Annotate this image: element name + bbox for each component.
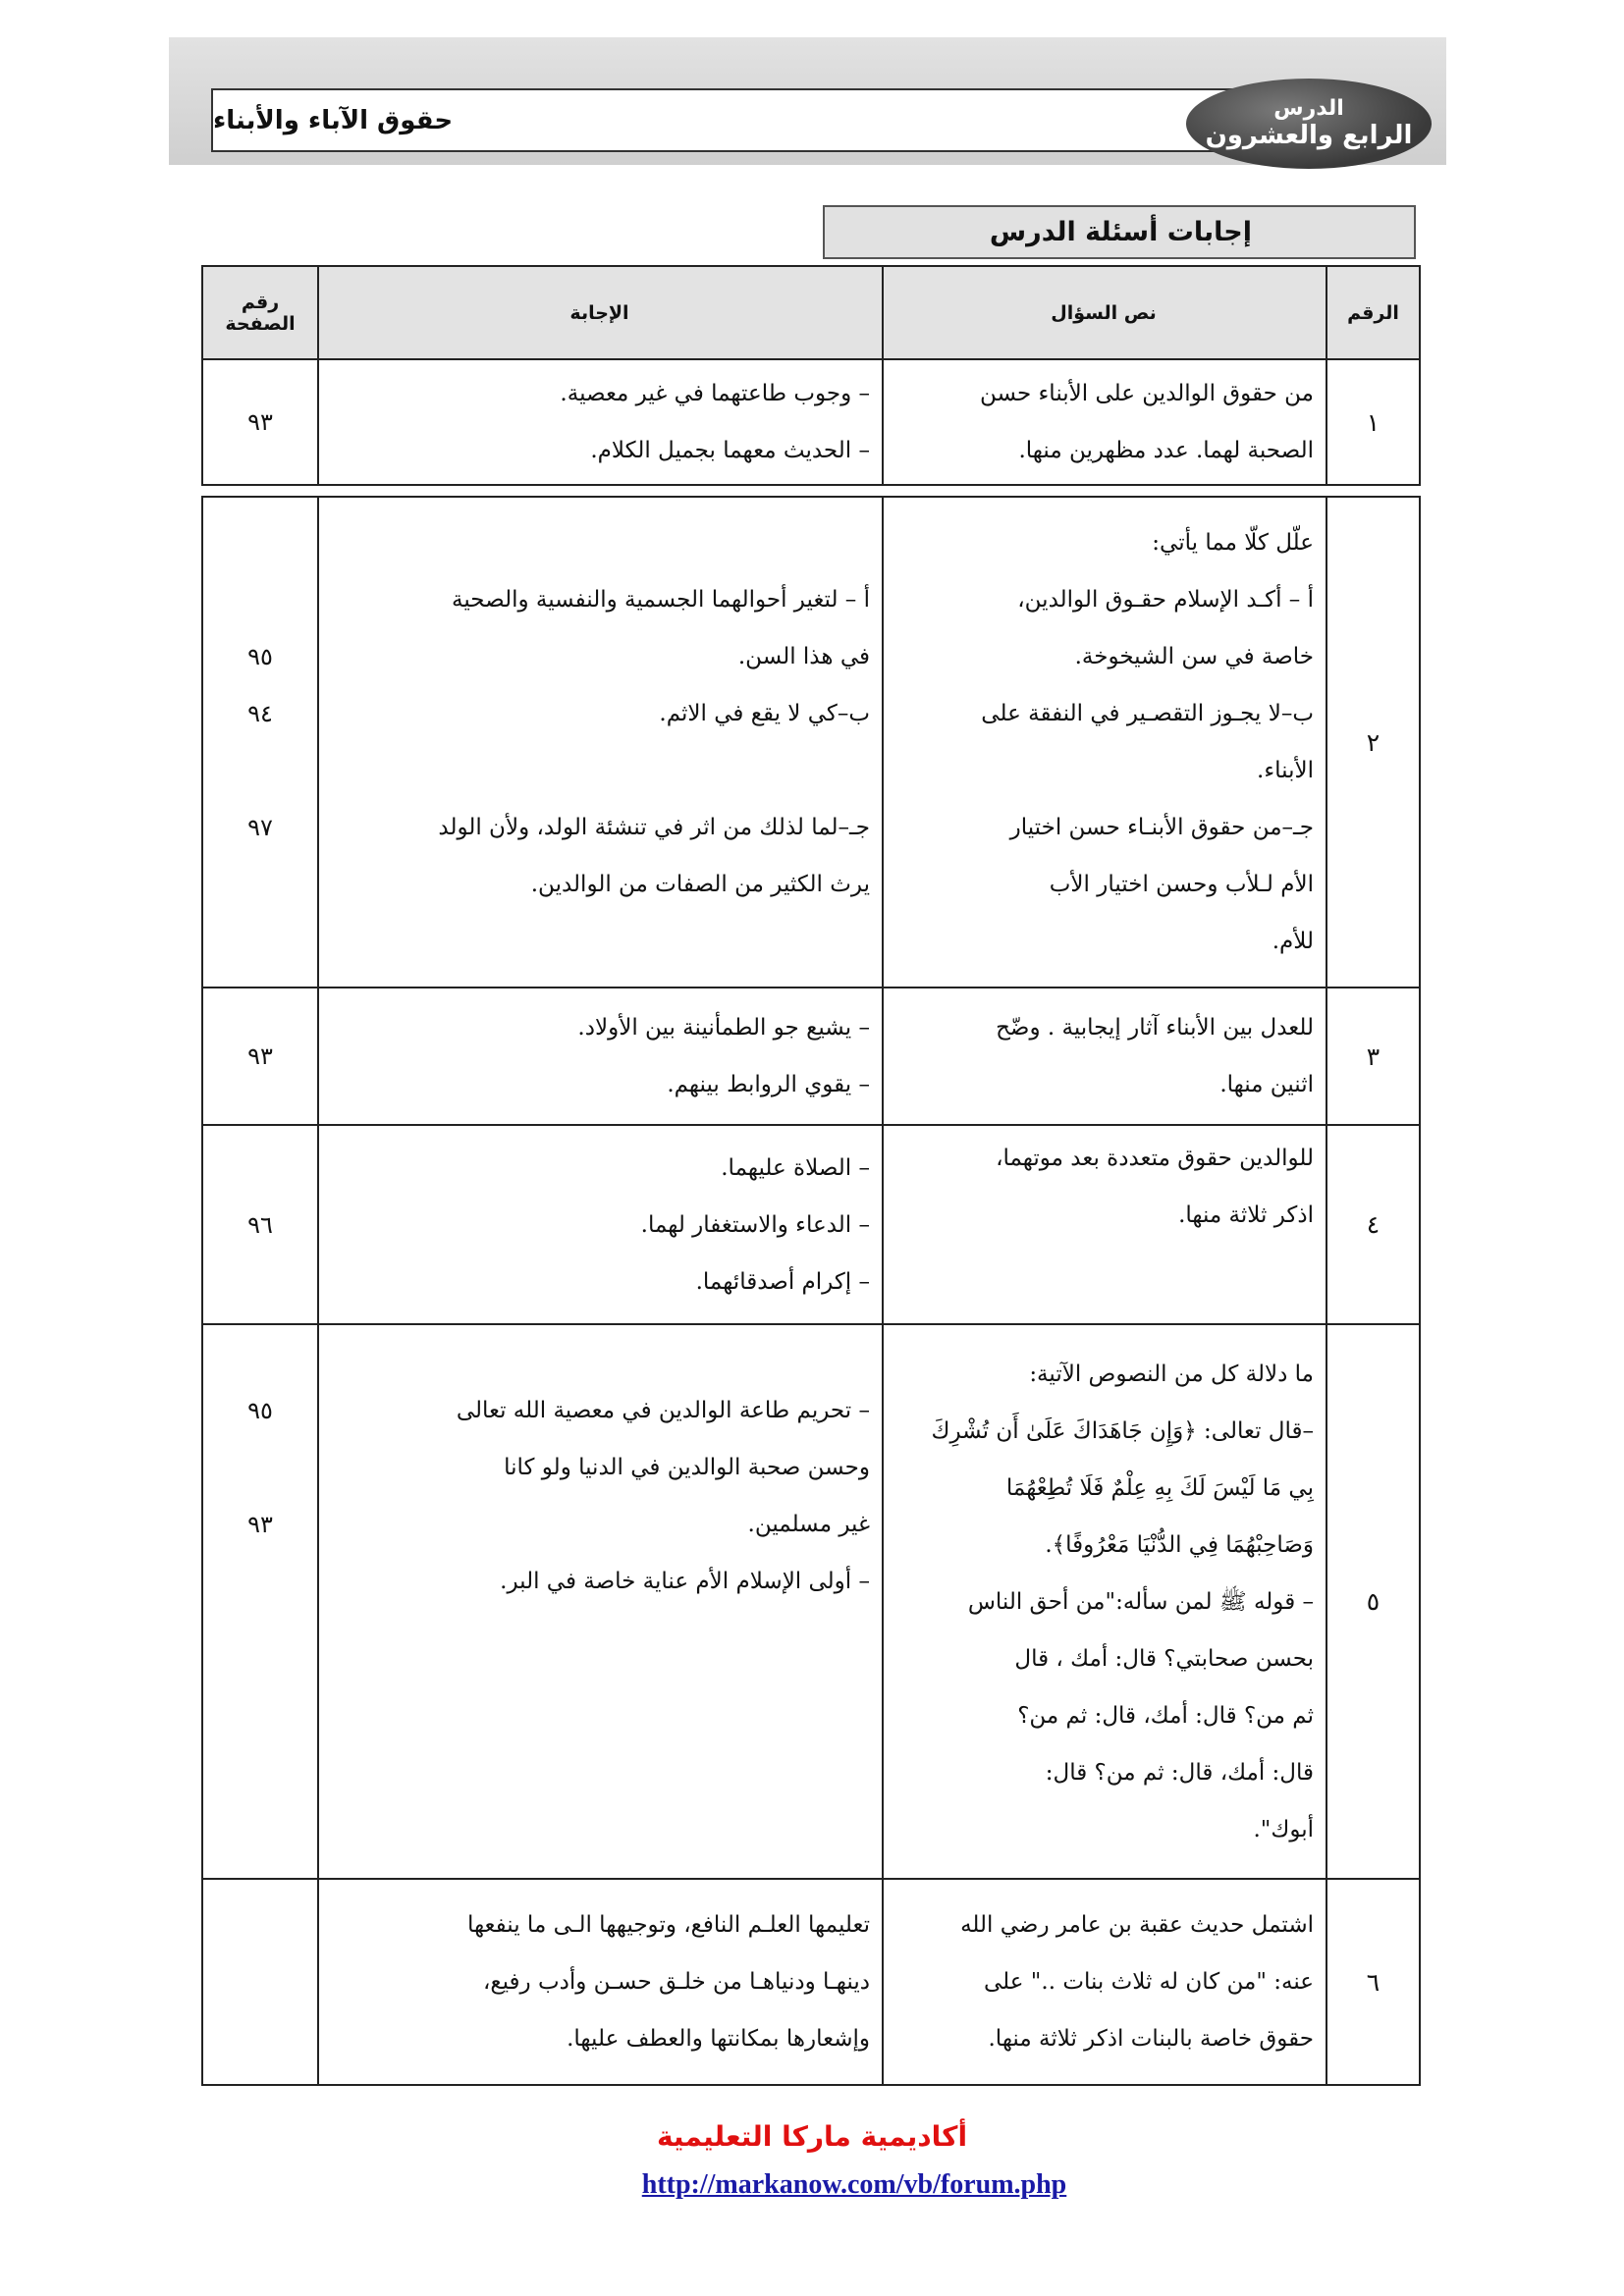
answer-cell: [318, 1125, 883, 1324]
header-page-line2: الصفحة: [225, 312, 296, 335]
page-number: ٩٥: [247, 1397, 273, 1424]
question-line: اثنين منها.: [1219, 1072, 1314, 1097]
page-number: ٩٧: [247, 814, 273, 841]
page-cell: [202, 497, 318, 988]
section-label: [823, 205, 1416, 259]
page-cell: [202, 1125, 318, 1324]
table-row: [202, 1324, 1420, 1879]
question-line: خاصة في سن الشيخوخة.: [1074, 644, 1314, 669]
question-line: ثم من؟ قال: أمك، قال: ثم من؟: [1017, 1702, 1314, 1729]
answer-cell: [318, 988, 883, 1125]
lesson-number-badge: [1186, 79, 1432, 169]
page-number: ٩٣: [247, 1511, 273, 1538]
question-line: الأم لـلأب وحسن اختيار الأب: [1049, 872, 1314, 897]
answer-line: غير مسلمين.: [747, 1512, 870, 1537]
header-page-line1: رقم: [241, 291, 280, 313]
question-line: جـ–من حقوق الأبنـاء حسن اختيار: [1009, 815, 1314, 840]
header-answer: الإجابة: [318, 266, 883, 359]
lesson-badge-line1: الدرس: [1273, 96, 1344, 122]
answer-line: – أولى الإسلام الأم عناية خاصة في البر.: [500, 1569, 870, 1594]
question-line: ب–لا يجـوز التقصـير في النفقة على: [981, 701, 1314, 726]
question-line: عنه: "من كان له ثلاث بنات .." على: [983, 1969, 1314, 1995]
question-line: للأم.: [1272, 929, 1314, 954]
quran-verse-line: وَصَاحِبْهُمَا فِي الدُّنْيَا مَعْرُوفًا﴾.: [1045, 1531, 1314, 1558]
answer-line: في هذا السن.: [737, 644, 870, 669]
answer-line: جـ–لما لذلك من اثر في تنشئة الولد، ولأن الولد: [438, 815, 870, 840]
question-cell: [883, 988, 1326, 1125]
footer-forum-link[interactable]: http://markanow.com/vb/forum.php: [641, 2169, 1067, 2200]
question-cell: [883, 359, 1326, 485]
question-cell: [883, 497, 1326, 988]
quran-verse-line: –قال تعالى: ﴿وَإِن جَاهَدَاكَ عَلَىٰ أَن تُشْرِكَ: [931, 1417, 1314, 1444]
answers-table-part2: [201, 496, 1421, 2086]
question-line: الأبناء.: [1257, 758, 1314, 783]
question-line: أ – أكـد الإسلام حقـوق الوالدين،: [1017, 587, 1314, 613]
header-question: نص السؤال: [883, 266, 1326, 359]
page-number: ٩٦: [247, 1210, 273, 1239]
question-line: حقوق خاصة بالبنات اذكر ثلاثة منها.: [988, 2026, 1314, 2052]
lesson-title: حقوق الآباء والأبناء: [213, 105, 454, 135]
answer-line: – يقوي الروابط بينهم.: [667, 1072, 870, 1097]
question-line: اشتمل حديث عقبة بن عامر رضي الله: [960, 1912, 1314, 1938]
answer-spacer: [329, 742, 870, 799]
row-number: ٣: [1326, 988, 1420, 1125]
question-line: من حقوق الوالدين على الأبناء حسن: [979, 381, 1314, 406]
row-number: ٢: [1326, 497, 1420, 988]
question-line: – قوله ﷺ لمن سأله:"من أحق الناس: [967, 1588, 1314, 1615]
page-cell: [202, 359, 318, 485]
page-spacer: [203, 742, 317, 799]
answers-table-part1: [201, 265, 1421, 486]
answer-line: وحسن صحبة الوالدين في الدنيا ولو كانا: [504, 1455, 870, 1480]
question-line: الصحبة لهما. عدد مظهرين منها.: [1018, 438, 1314, 463]
question-line: بحسن صحابتي؟ قال: أمك ، قال: [1014, 1645, 1314, 1672]
question-cell: [883, 1879, 1326, 2085]
page-cell: [202, 988, 318, 1125]
answer-cell: [318, 359, 883, 485]
answer-line: أ – لتغير أحوالهما الجسمية والنفسية والصحية: [452, 587, 870, 613]
header-number: الرقم: [1326, 266, 1420, 359]
page-spacer: [203, 1439, 317, 1496]
row-number: ٦: [1326, 1879, 1420, 2085]
answer-cell: [318, 1324, 883, 1879]
header-page: [202, 266, 318, 359]
answer-line: – إكرام أصدقائهما.: [695, 1268, 870, 1295]
question-line: قال: أمك، قال: ثم من؟ قال:: [1045, 1759, 1314, 1786]
answer-line: – الدعاء والاستغفار لهما.: [640, 1211, 870, 1238]
answer-line: – الصلاة عليهما.: [721, 1154, 870, 1181]
page-number: ٩٤: [247, 700, 273, 727]
question-line: للعدل بين الأبناء آثار إيجابية . وضّح: [996, 1015, 1314, 1041]
answer-cell: [318, 497, 883, 988]
table-row: [202, 497, 1420, 988]
page-cell: [202, 1879, 318, 2085]
row-number: ٥: [1326, 1324, 1420, 1879]
row-number: ٤: [1326, 1125, 1420, 1324]
table-row: [202, 988, 1420, 1125]
answer-line: ب–كي لا يقع في الاثم.: [659, 701, 870, 726]
lesson-title-box: [211, 88, 1247, 152]
question-line: ما دلالة كل من النصوص الآتية:: [1029, 1361, 1314, 1387]
page-number: ٩٣: [247, 1042, 273, 1070]
answer-line: تعليمها العلـم النافع، وتوجيهها الـى ما ينفعها: [466, 1912, 870, 1938]
answer-line: – الحديث معهما بجميل الكلام.: [590, 438, 870, 463]
row-number: ١: [1326, 359, 1420, 485]
section-label-text: إجابات أسئلة الدرس: [989, 217, 1252, 247]
answer-line: وإشعارها بمكانتها والعطف عليها.: [567, 2026, 870, 2052]
table-header-row: [202, 266, 1420, 359]
lesson-badge-line2: الرابع والعشرون: [1205, 120, 1413, 150]
page-number: ٩٣: [247, 408, 273, 436]
question-line: اذكر ثلاثة منها.: [1178, 1202, 1314, 1228]
answer-line: دينهـا ودنياهـا من خلـق حسـن وأدب رفيع،: [482, 1969, 870, 1995]
answer-line: – تحريم طاعة الوالدين في معصية الله تعالى: [456, 1398, 870, 1423]
answer-line: – وجوب طاعتهما في غير معصية.: [560, 381, 870, 406]
table-row: [202, 359, 1420, 485]
question-line: علّل كلّا مما يأتي:: [1152, 530, 1314, 556]
page-cell: [202, 1324, 318, 1879]
answer-line: – يشيع جو الطمأنينة بين الأولاد.: [577, 1015, 870, 1041]
quran-verse-line: بِي مَا لَيْسَ لَكَ بِهِ عِلْمٌ فَلَا تُطِعْهُمَا: [1005, 1474, 1314, 1501]
page-number: ٩٥: [247, 643, 273, 670]
question-cell: [883, 1125, 1326, 1324]
question-cell: [883, 1324, 1326, 1879]
answer-line: يرث الكثير من الصفات من الوالدين.: [530, 872, 870, 897]
table-row: [202, 1879, 1420, 2085]
table-row: [202, 1125, 1420, 1324]
footer-academy-name: أكاديمية ماركا التعليمية: [656, 2120, 968, 2153]
question-line: للوالدين حقوق متعددة بعد موتهما،: [996, 1146, 1314, 1171]
answer-cell: [318, 1879, 883, 2085]
question-line: أبوك".: [1253, 1816, 1314, 1842]
